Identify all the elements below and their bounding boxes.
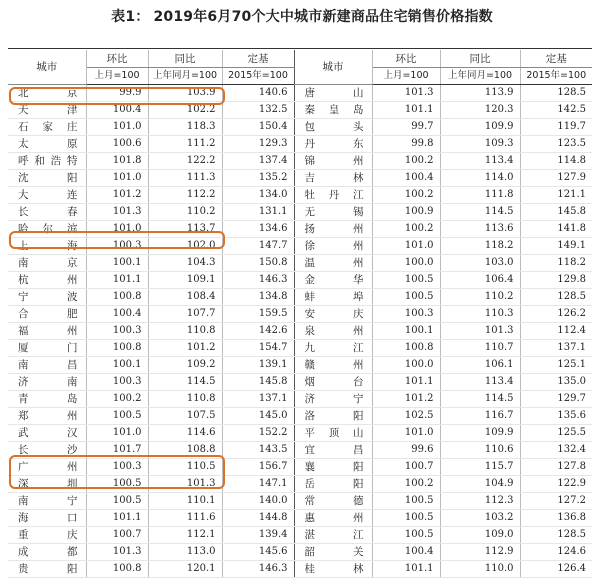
left-city-cell: 天 津 — [8, 102, 86, 119]
left-city-cell: 青 岛 — [8, 391, 86, 408]
table-row — [8, 153, 592, 170]
table-row — [8, 102, 592, 119]
left-yoy-cell: 114.6 — [148, 425, 222, 442]
left-mom-cell: 100.8 — [86, 561, 148, 578]
left-mom-cell: 100.4 — [86, 306, 148, 323]
table-row — [8, 136, 592, 153]
left-mom-cell: 99.9 — [86, 85, 148, 102]
mom-subheader-left: 上月=100 — [86, 68, 148, 85]
left-base-cell: 146.3 — [222, 272, 294, 289]
left-yoy-cell: 109.2 — [148, 357, 222, 374]
right-mom-cell: 100.5 — [372, 272, 440, 289]
left-city-cell: 长 春 — [8, 204, 86, 221]
left-mom-cell: 101.3 — [86, 544, 148, 561]
base-subheader-left: 2015年=100 — [222, 68, 294, 85]
right-mom-cell: 100.9 — [372, 204, 440, 221]
left-mom-cell: 101.0 — [86, 425, 148, 442]
right-base-cell: 121.1 — [520, 187, 592, 204]
left-base-cell: 159.5 — [222, 306, 294, 323]
left-mom-cell: 100.5 — [86, 493, 148, 510]
left-city-cell: 哈尔滨 — [8, 221, 86, 238]
left-city-cell: 重 庆 — [8, 527, 86, 544]
right-yoy-cell: 109.9 — [440, 119, 520, 136]
left-city-cell: 长 沙 — [8, 442, 86, 459]
left-yoy-cell: 109.1 — [148, 272, 222, 289]
table-row — [8, 476, 592, 493]
left-base-cell: 147.1 — [222, 476, 294, 493]
right-yoy-cell: 103.2 — [440, 510, 520, 527]
right-base-cell: 126.2 — [520, 306, 592, 323]
left-mom-cell: 101.8 — [86, 153, 148, 170]
left-yoy-cell: 118.3 — [148, 119, 222, 136]
right-city-cell: 锦 州 — [294, 153, 372, 170]
left-city-cell: 武 汉 — [8, 425, 86, 442]
right-city-cell: 金 华 — [294, 272, 372, 289]
left-yoy-cell: 111.2 — [148, 136, 222, 153]
right-mom-cell: 100.4 — [372, 544, 440, 561]
right-yoy-cell: 114.0 — [440, 170, 520, 187]
left-yoy-cell: 111.6 — [148, 510, 222, 527]
right-yoy-cell: 120.3 — [440, 102, 520, 119]
right-city-cell: 蚌 埠 — [294, 289, 372, 306]
left-yoy-cell: 107.5 — [148, 408, 222, 425]
left-yoy-cell: 102.2 — [148, 102, 222, 119]
right-base-cell: 123.5 — [520, 136, 592, 153]
right-yoy-cell: 106.4 — [440, 272, 520, 289]
left-mom-cell: 100.3 — [86, 238, 148, 255]
left-mom-cell: 101.2 — [86, 187, 148, 204]
right-mom-cell: 100.5 — [372, 493, 440, 510]
right-base-cell: 142.5 — [520, 102, 592, 119]
left-yoy-cell: 107.7 — [148, 306, 222, 323]
yoy-subheader-left: 上年同月=100 — [148, 68, 222, 85]
left-base-cell: 154.7 — [222, 340, 294, 357]
table-row — [8, 323, 592, 340]
right-city-cell: 济 宁 — [294, 391, 372, 408]
yoy-subheader-right: 上年同月=100 — [440, 68, 520, 85]
table-row — [8, 425, 592, 442]
left-base-cell: 145.6 — [222, 544, 294, 561]
right-city-cell: 包 头 — [294, 119, 372, 136]
left-base-cell: 140.6 — [222, 85, 294, 102]
right-base-cell: 128.5 — [520, 85, 592, 102]
table-row — [8, 374, 592, 391]
left-yoy-cell: 114.5 — [148, 374, 222, 391]
right-city-cell: 吉 林 — [294, 170, 372, 187]
mom-header-left: 环比 — [86, 50, 148, 68]
right-base-cell: 112.4 — [520, 323, 592, 340]
city-header-right: 城市 — [294, 50, 372, 85]
left-yoy-cell: 104.3 — [148, 255, 222, 272]
right-yoy-cell: 114.5 — [440, 391, 520, 408]
left-base-cell: 143.5 — [222, 442, 294, 459]
right-yoy-cell: 110.3 — [440, 306, 520, 323]
table-row — [8, 493, 592, 510]
left-base-cell: 147.7 — [222, 238, 294, 255]
right-yoy-cell: 109.3 — [440, 136, 520, 153]
left-yoy-cell: 108.4 — [148, 289, 222, 306]
right-mom-cell: 100.2 — [372, 187, 440, 204]
top-rule — [8, 48, 592, 49]
left-base-cell: 140.0 — [222, 493, 294, 510]
right-yoy-cell: 114.5 — [440, 204, 520, 221]
left-mom-cell: 100.4 — [86, 102, 148, 119]
right-city-cell: 洛 阳 — [294, 408, 372, 425]
left-yoy-cell: 110.5 — [148, 459, 222, 476]
table-title — [0, 6, 600, 26]
right-yoy-cell: 115.7 — [440, 459, 520, 476]
right-city-cell: 温 州 — [294, 255, 372, 272]
right-mom-cell: 100.4 — [372, 170, 440, 187]
left-mom-cell: 101.3 — [86, 204, 148, 221]
left-yoy-cell: 122.2 — [148, 153, 222, 170]
left-base-cell: 156.7 — [222, 459, 294, 476]
table-row — [8, 306, 592, 323]
right-city-cell: 惠 州 — [294, 510, 372, 527]
left-base-cell: 134.8 — [222, 289, 294, 306]
left-yoy-cell: 110.8 — [148, 391, 222, 408]
right-mom-cell: 101.0 — [372, 425, 440, 442]
left-city-cell: 合 肥 — [8, 306, 86, 323]
right-city-cell: 秦皇岛 — [294, 102, 372, 119]
left-base-cell: 131.1 — [222, 204, 294, 221]
left-yoy-cell: 102.0 — [148, 238, 222, 255]
right-base-cell: 127.9 — [520, 170, 592, 187]
right-base-cell: 119.7 — [520, 119, 592, 136]
left-yoy-cell: 120.1 — [148, 561, 222, 578]
right-base-cell: 135.6 — [520, 408, 592, 425]
mom-header-right: 环比 — [372, 50, 440, 68]
left-city-cell: 呼和浩特 — [8, 153, 86, 170]
left-base-cell: 145.8 — [222, 374, 294, 391]
right-base-cell: 126.4 — [520, 561, 592, 578]
table-row — [8, 527, 592, 544]
left-yoy-cell: 113.7 — [148, 221, 222, 238]
left-city-cell: 南 昌 — [8, 357, 86, 374]
right-mom-cell: 99.8 — [372, 136, 440, 153]
right-mom-cell: 100.2 — [372, 153, 440, 170]
right-city-cell: 平顶山 — [294, 425, 372, 442]
table-row — [8, 391, 592, 408]
table-row — [8, 238, 592, 255]
table-title-text: 2019年6月70个大中城市新建商品住宅销售价格指数 — [153, 9, 493, 25]
right-city-cell: 无 锡 — [294, 204, 372, 221]
left-yoy-cell: 103.9 — [148, 85, 222, 102]
right-mom-cell: 100.5 — [372, 510, 440, 527]
right-city-cell: 韶 关 — [294, 544, 372, 561]
left-mom-cell: 100.1 — [86, 255, 148, 272]
base-header-left: 定基 — [222, 50, 294, 68]
right-yoy-cell: 113.4 — [440, 153, 520, 170]
right-city-cell: 丹 东 — [294, 136, 372, 153]
right-base-cell: 129.7 — [520, 391, 592, 408]
left-mom-cell: 101.1 — [86, 510, 148, 527]
right-mom-cell: 100.2 — [372, 476, 440, 493]
right-city-cell: 扬 州 — [294, 221, 372, 238]
right-mom-cell: 100.3 — [372, 306, 440, 323]
left-city-cell: 上 海 — [8, 238, 86, 255]
left-base-cell: 142.6 — [222, 323, 294, 340]
left-base-cell: 137.1 — [222, 391, 294, 408]
left-yoy-cell: 101.2 — [148, 340, 222, 357]
right-base-cell: 128.5 — [520, 289, 592, 306]
right-mom-cell: 100.5 — [372, 527, 440, 544]
table-row — [8, 187, 592, 204]
right-mom-cell: 101.0 — [372, 238, 440, 255]
right-mom-cell: 100.0 — [372, 357, 440, 374]
right-mom-cell: 99.6 — [372, 442, 440, 459]
right-city-cell: 桂 林 — [294, 561, 372, 578]
right-yoy-cell: 112.9 — [440, 544, 520, 561]
left-mom-cell: 101.0 — [86, 221, 148, 238]
left-city-cell: 厦 门 — [8, 340, 86, 357]
city-header-left: 城市 — [8, 50, 86, 85]
left-base-cell: 129.3 — [222, 136, 294, 153]
right-mom-cell: 99.7 — [372, 119, 440, 136]
left-yoy-cell: 110.8 — [148, 323, 222, 340]
right-yoy-cell: 101.3 — [440, 323, 520, 340]
right-yoy-cell: 116.7 — [440, 408, 520, 425]
left-city-cell: 济 南 — [8, 374, 86, 391]
price-index-table — [8, 50, 592, 578]
left-city-cell: 太 原 — [8, 136, 86, 153]
left-mom-cell: 100.2 — [86, 391, 148, 408]
right-city-cell: 牡丹江 — [294, 187, 372, 204]
right-base-cell: 129.8 — [520, 272, 592, 289]
left-city-cell: 杭 州 — [8, 272, 86, 289]
table-row — [8, 357, 592, 374]
left-mom-cell: 101.1 — [86, 272, 148, 289]
right-mom-cell: 100.8 — [372, 340, 440, 357]
right-mom-cell: 102.5 — [372, 408, 440, 425]
left-yoy-cell: 113.0 — [148, 544, 222, 561]
table-row — [8, 510, 592, 527]
left-mom-cell: 100.7 — [86, 527, 148, 544]
left-base-cell: 152.2 — [222, 425, 294, 442]
right-yoy-cell: 113.6 — [440, 221, 520, 238]
right-city-cell: 常 德 — [294, 493, 372, 510]
table-title-label: 表1： — [111, 9, 150, 25]
table-row — [8, 544, 592, 561]
right-yoy-cell: 109.0 — [440, 527, 520, 544]
right-yoy-cell: 104.9 — [440, 476, 520, 493]
table-row — [8, 459, 592, 476]
right-base-cell: 132.4 — [520, 442, 592, 459]
left-city-cell: 宁 波 — [8, 289, 86, 306]
left-yoy-cell: 112.1 — [148, 527, 222, 544]
left-mom-cell: 101.7 — [86, 442, 148, 459]
table-row — [8, 85, 592, 102]
right-yoy-cell: 103.0 — [440, 255, 520, 272]
table-row — [8, 204, 592, 221]
right-yoy-cell: 110.6 — [440, 442, 520, 459]
left-base-cell: 139.1 — [222, 357, 294, 374]
yoy-header-left: 同比 — [148, 50, 222, 68]
right-city-cell: 唐 山 — [294, 85, 372, 102]
table-row — [8, 170, 592, 187]
right-city-cell: 襄 阳 — [294, 459, 372, 476]
left-mom-cell: 100.8 — [86, 289, 148, 306]
left-city-cell: 深 圳 — [8, 476, 86, 493]
left-yoy-cell: 110.2 — [148, 204, 222, 221]
left-base-cell: 132.5 — [222, 102, 294, 119]
table-row — [8, 255, 592, 272]
right-base-cell: 125.1 — [520, 357, 592, 374]
left-yoy-cell: 101.3 — [148, 476, 222, 493]
left-mom-cell: 100.1 — [86, 357, 148, 374]
right-yoy-cell: 110.2 — [440, 289, 520, 306]
right-mom-cell: 100.2 — [372, 221, 440, 238]
table-row — [8, 119, 592, 136]
left-city-cell: 北 京 — [8, 85, 86, 102]
right-mom-cell: 100.5 — [372, 289, 440, 306]
right-mom-cell: 100.0 — [372, 255, 440, 272]
left-base-cell: 134.6 — [222, 221, 294, 238]
right-city-cell: 安 庆 — [294, 306, 372, 323]
left-base-cell: 144.8 — [222, 510, 294, 527]
right-base-cell: 118.2 — [520, 255, 592, 272]
right-yoy-cell: 110.0 — [440, 561, 520, 578]
right-base-cell: 145.8 — [520, 204, 592, 221]
right-mom-cell: 101.1 — [372, 561, 440, 578]
right-base-cell: 125.5 — [520, 425, 592, 442]
left-mom-cell: 100.3 — [86, 459, 148, 476]
left-city-cell: 成 都 — [8, 544, 86, 561]
right-city-cell: 九 江 — [294, 340, 372, 357]
left-yoy-cell: 111.3 — [148, 170, 222, 187]
right-yoy-cell: 110.7 — [440, 340, 520, 357]
yoy-header-right: 同比 — [440, 50, 520, 68]
table-row — [8, 221, 592, 238]
left-city-cell: 沈 阳 — [8, 170, 86, 187]
left-mom-cell: 100.5 — [86, 408, 148, 425]
left-mom-cell: 100.3 — [86, 323, 148, 340]
left-city-cell: 海 口 — [8, 510, 86, 527]
right-mom-cell: 100.7 — [372, 459, 440, 476]
right-yoy-cell: 109.9 — [440, 425, 520, 442]
right-city-cell: 宜 昌 — [294, 442, 372, 459]
right-yoy-cell: 113.4 — [440, 374, 520, 391]
table-row — [8, 272, 592, 289]
left-city-cell: 郑 州 — [8, 408, 86, 425]
table-body — [8, 85, 592, 578]
left-mom-cell: 100.8 — [86, 340, 148, 357]
left-city-cell: 广 州 — [8, 459, 86, 476]
right-yoy-cell: 111.8 — [440, 187, 520, 204]
left-city-cell: 南 宁 — [8, 493, 86, 510]
table-row — [8, 561, 592, 578]
table-row — [8, 340, 592, 357]
table-row — [8, 289, 592, 306]
left-mom-cell: 100.6 — [86, 136, 148, 153]
base-subheader-right: 2015年=100 — [520, 68, 592, 85]
right-base-cell: 127.8 — [520, 459, 592, 476]
right-base-cell: 137.1 — [520, 340, 592, 357]
right-mom-cell: 101.1 — [372, 374, 440, 391]
right-mom-cell: 101.3 — [372, 85, 440, 102]
left-base-cell: 134.0 — [222, 187, 294, 204]
right-base-cell: 149.1 — [520, 238, 592, 255]
left-yoy-cell: 112.2 — [148, 187, 222, 204]
right-city-cell: 烟 台 — [294, 374, 372, 391]
left-base-cell: 137.4 — [222, 153, 294, 170]
right-base-cell: 124.6 — [520, 544, 592, 561]
left-mom-cell: 101.0 — [86, 119, 148, 136]
mom-subheader-right: 上月=100 — [372, 68, 440, 85]
table-row — [8, 408, 592, 425]
left-city-cell: 贵 阳 — [8, 561, 86, 578]
left-base-cell: 139.4 — [222, 527, 294, 544]
left-mom-cell: 101.0 — [86, 170, 148, 187]
right-yoy-cell: 112.3 — [440, 493, 520, 510]
left-base-cell: 135.2 — [222, 170, 294, 187]
right-base-cell: 135.0 — [520, 374, 592, 391]
right-mom-cell: 101.1 — [372, 102, 440, 119]
left-mom-cell: 100.3 — [86, 374, 148, 391]
right-base-cell: 136.8 — [520, 510, 592, 527]
right-city-cell: 徐 州 — [294, 238, 372, 255]
table-row — [8, 442, 592, 459]
left-base-cell: 150.8 — [222, 255, 294, 272]
right-base-cell: 141.8 — [520, 221, 592, 238]
base-header-right: 定基 — [520, 50, 592, 68]
right-city-cell: 赣 州 — [294, 357, 372, 374]
left-yoy-cell: 108.8 — [148, 442, 222, 459]
right-mom-cell: 100.1 — [372, 323, 440, 340]
left-city-cell: 石家庄 — [8, 119, 86, 136]
right-yoy-cell: 113.9 — [440, 85, 520, 102]
right-base-cell: 127.2 — [520, 493, 592, 510]
right-base-cell: 128.5 — [520, 527, 592, 544]
right-yoy-cell: 106.1 — [440, 357, 520, 374]
left-yoy-cell: 110.1 — [148, 493, 222, 510]
left-mom-cell: 100.5 — [86, 476, 148, 493]
left-base-cell: 145.0 — [222, 408, 294, 425]
right-yoy-cell: 118.2 — [440, 238, 520, 255]
left-city-cell: 大 连 — [8, 187, 86, 204]
right-city-cell: 泉 州 — [294, 323, 372, 340]
left-city-cell: 南 京 — [8, 255, 86, 272]
left-base-cell: 150.4 — [222, 119, 294, 136]
right-base-cell: 122.9 — [520, 476, 592, 493]
right-city-cell: 岳 阳 — [294, 476, 372, 493]
left-base-cell: 146.3 — [222, 561, 294, 578]
left-city-cell: 福 州 — [8, 323, 86, 340]
right-base-cell: 114.8 — [520, 153, 592, 170]
right-city-cell: 湛 江 — [294, 527, 372, 544]
right-mom-cell: 101.2 — [372, 391, 440, 408]
